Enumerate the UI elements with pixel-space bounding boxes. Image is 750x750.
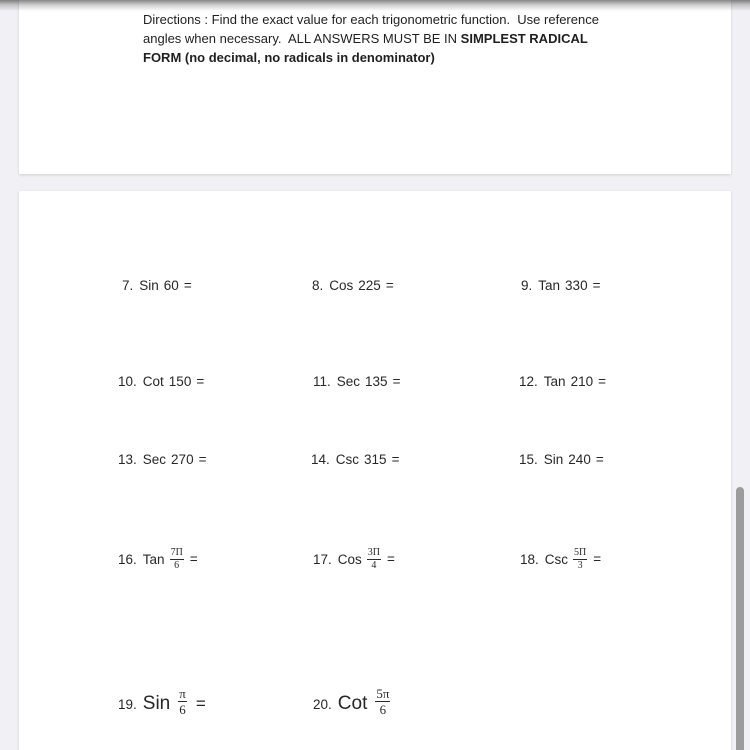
- fraction: [573, 548, 587, 571]
- fraction-denominator: 3: [577, 560, 583, 571]
- trig-function: Tan: [142, 551, 165, 567]
- fraction: [170, 548, 184, 571]
- equals-sign: =: [391, 452, 400, 467]
- angle-value: 225: [358, 278, 381, 293]
- equals-sign: =: [598, 374, 606, 389]
- problem-9: [521, 278, 600, 293]
- problem-number: 7.: [122, 278, 134, 293]
- equals-sign: =: [189, 551, 198, 567]
- problem-18: [520, 548, 601, 571]
- page-2: [19, 191, 731, 750]
- problem-number: 15.: [519, 452, 538, 467]
- trig-function: Cos: [337, 551, 362, 567]
- problem-14: [311, 452, 399, 467]
- problem-16: [118, 548, 198, 571]
- problem-number: 16.: [118, 551, 137, 567]
- fraction-denominator: 4: [371, 560, 377, 571]
- problem-number: 11.: [313, 374, 331, 389]
- trig-function: Sin: [543, 452, 564, 467]
- equals-sign: =: [195, 693, 206, 713]
- problem-19: [118, 687, 206, 716]
- problem-10: [118, 374, 204, 389]
- problem-11: [313, 374, 400, 389]
- trig-function: Csc: [544, 551, 569, 567]
- fraction-denominator: 6: [179, 702, 186, 717]
- angle-value: 210: [570, 374, 594, 389]
- problem-number: 20.: [313, 696, 332, 712]
- fraction-numerator: π: [179, 686, 186, 701]
- trig-function: Csc: [335, 452, 360, 467]
- equals-sign: =: [196, 374, 205, 389]
- fraction-denominator: 6: [174, 560, 180, 571]
- equals-sign: =: [183, 278, 192, 293]
- page-1: [19, 0, 731, 174]
- problem-number: 13.: [118, 452, 137, 467]
- problem-7: [122, 278, 192, 293]
- trig-function: Sec: [336, 374, 361, 389]
- fraction: [178, 687, 187, 716]
- angle-value: 240: [568, 452, 591, 467]
- problem-20: [313, 687, 399, 716]
- fraction: [375, 687, 390, 716]
- angle-value: 315: [364, 452, 387, 467]
- problem-number: 10.: [118, 374, 137, 389]
- problem-number: 12.: [519, 374, 538, 389]
- problem-8: [312, 278, 394, 293]
- fraction-numerator: 7Π: [170, 547, 183, 558]
- trig-function: Cos: [329, 278, 354, 293]
- fraction-numerator: 5π: [376, 686, 390, 701]
- problem-number: 18.: [520, 551, 539, 567]
- directions-line-2: angles when necessary. ALL ANSWERS MUST BE IN SIMPLEST RADICAL: [143, 31, 588, 46]
- angle-value: 150: [168, 374, 192, 389]
- fraction-numerator: 5Π: [574, 547, 587, 558]
- problem-17: [313, 548, 395, 571]
- equals-sign: =: [387, 551, 395, 567]
- equals-sign: =: [392, 374, 401, 389]
- angle-value: 135: [365, 374, 388, 389]
- angle-value: 330: [565, 278, 588, 293]
- equals-sign: =: [198, 452, 207, 467]
- fraction-denominator: 6: [379, 702, 387, 717]
- trig-function: Tan: [538, 278, 561, 293]
- problem-13: [118, 452, 206, 467]
- problem-15: [519, 452, 604, 467]
- fraction: [367, 548, 381, 571]
- directions-line-3: FORM (no decimal, no radicals in denominator): [143, 50, 435, 65]
- problem-number: 8.: [312, 278, 324, 293]
- equals-sign: =: [592, 278, 601, 293]
- trig-function: Sin: [139, 278, 159, 293]
- trig-function: Tan: [543, 374, 566, 389]
- angle-value: 60: [163, 278, 179, 293]
- angle-value: 270: [171, 452, 194, 467]
- equals-sign: =: [595, 452, 604, 467]
- problem-number: 19.: [118, 696, 137, 712]
- equals-sign: =: [385, 278, 394, 293]
- problem-number: 14.: [311, 452, 330, 467]
- problem-12: [519, 374, 606, 389]
- scrollbar-thumb[interactable]: [736, 487, 744, 750]
- trig-function: Sec: [142, 452, 167, 467]
- equals-sign: =: [593, 551, 602, 567]
- problem-number: 17.: [313, 551, 332, 567]
- trig-function: Sin: [142, 692, 171, 714]
- problem-number: 9.: [521, 278, 533, 293]
- directions-line-1: Directions : Find the exact value for each trigonometric function. Use reference: [143, 12, 599, 27]
- trig-function: Cot: [142, 374, 164, 389]
- fraction-numerator: 3Π: [367, 547, 381, 558]
- trig-function: Cot: [337, 692, 368, 714]
- directions-text: [143, 10, 599, 67]
